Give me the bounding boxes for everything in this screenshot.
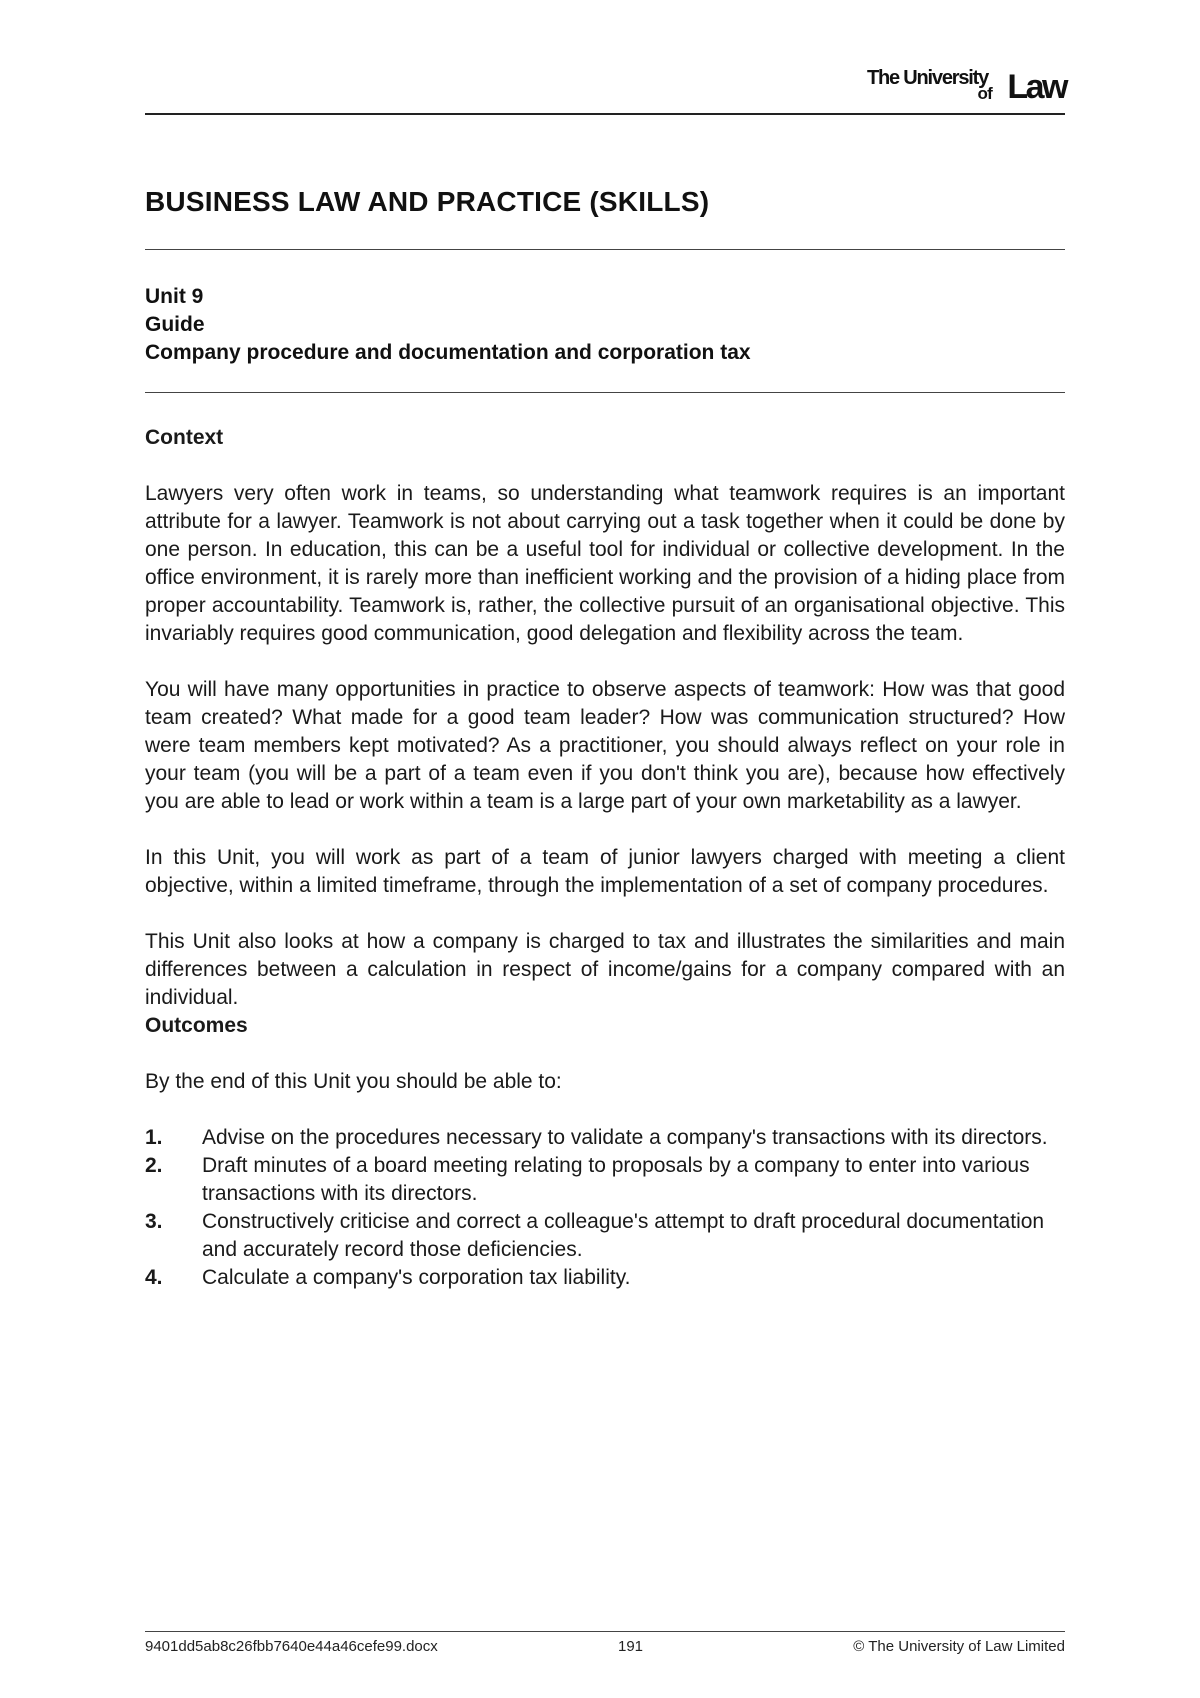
outcome-text: Advise on the procedures necessary to validate a company's transactions with its directors.: [202, 1126, 1048, 1149]
outcome-text: Calculate a company's corporation tax liability.: [202, 1266, 631, 1289]
footer-filename: 9401dd5ab8c26fbb7640e44a46cefe99.docx: [145, 1638, 438, 1655]
outcome-text: Constructively criticise and correct a colleague's attempt to draft procedural documentation and accurately record those deficiencies.: [202, 1210, 1045, 1261]
title-divider: [145, 249, 1065, 250]
context-paragraph: You will have many opportunities in practice to observe aspects of teamwork: How was that good team created? What made for a good team leader? How was communication structured? How were team members kept motivated? As a practitioner, you should always reflect on your role in your team (you will be a part of a team even if you don't think you are), because how effectively you are able to lead or work within a team is a large part of your own marketability as a lawyer.: [145, 678, 1065, 813]
outcome-number: 2.: [145, 1154, 163, 1177]
outcomes-list: [145, 1124, 1065, 1292]
outcome-number: 4.: [145, 1266, 163, 1289]
logo-text-of: of: [977, 84, 992, 103]
outcome-text: Draft minutes of a board meeting relating to proposals by a company to enter into various transactions with its directors.: [202, 1154, 1030, 1205]
context-paragraph: In this Unit, you will work as part of a team of junior lawyers charged with meeting a client objective, within a limited timeframe, through the implementation of a set of company procedures.: [145, 846, 1065, 897]
footer-divider: [145, 1631, 1065, 1632]
unit-subject: Company procedure and documentation and corporation tax: [145, 341, 751, 364]
document-title: BUSINESS LAW AND PRACTICE (SKILLS): [145, 186, 710, 217]
outcome-item: [145, 1208, 1065, 1264]
outcome-item: [145, 1264, 1065, 1292]
outcomes-heading: Outcomes: [145, 1014, 248, 1037]
outcome-item: [145, 1124, 1065, 1152]
footer-copyright: © The University of Law Limited: [853, 1638, 1065, 1655]
outcome-item: [145, 1152, 1065, 1208]
outcomes-intro: By the end of this Unit you should be able to:: [145, 1070, 562, 1093]
header-divider: [145, 113, 1065, 115]
university-of-law-logo: [846, 64, 1066, 112]
context-heading: Context: [145, 426, 224, 449]
unit-number: Unit 9: [145, 285, 204, 308]
footer-page-number: 191: [618, 1638, 644, 1655]
unit-divider: [145, 392, 1065, 393]
unit-info: [145, 283, 751, 367]
context-paragraph: Lawyers very often work in teams, so understanding what teamwork requires is an important attribute for a lawyer. Teamwork is not about carrying out a task together when it could be done by one person. In education, this can be a useful tool for individual or collective development. In the office environment, it is rarely more than inefficient working and the provision of a hiding place from proper accountability. Teamwork is, rather, the collective pursuit of an organisational objective. This invariably requires good communication, good delegation and flexibility across the team.: [145, 482, 1065, 645]
logo-text-law: Law: [1007, 68, 1066, 106]
outcome-number: 1.: [145, 1126, 163, 1149]
unit-type: Guide: [145, 313, 205, 336]
logo-text-university: The University: [866, 67, 988, 89]
main-content: [145, 424, 1065, 1292]
outcome-number: 3.: [145, 1210, 163, 1233]
context-paragraph: This Unit also looks at how a company is charged to tax and illustrates the similarities and main differences between a calculation in respect of income/gains for a company compared with an individual.: [145, 930, 1065, 1009]
